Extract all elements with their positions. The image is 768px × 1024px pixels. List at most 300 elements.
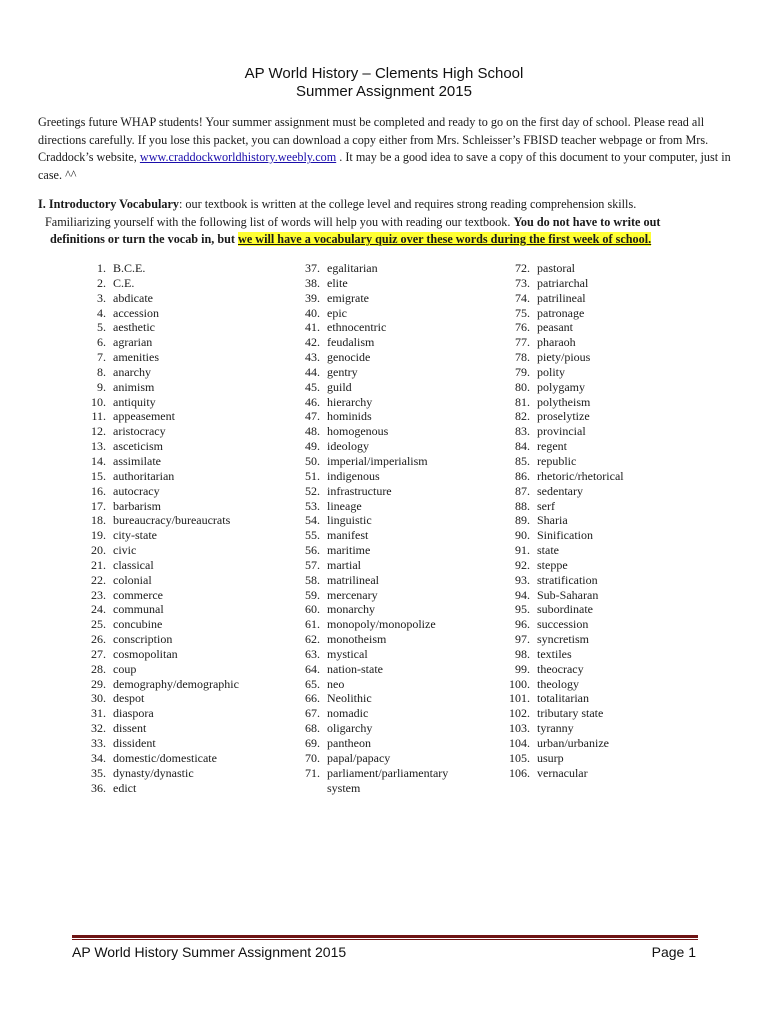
vocab-term: ethnocentric (327, 320, 387, 335)
vocab-item (86, 721, 239, 736)
vocab-term: succession (537, 617, 589, 632)
vocab-item (300, 721, 467, 736)
vocab-number: 73. (515, 275, 530, 290)
vocab-term: pantheon (327, 736, 371, 750)
vocab-item (86, 306, 239, 321)
section-numeral: I. (38, 197, 46, 211)
vocab-term: diaspora (113, 706, 154, 721)
vocab-number: 46. (305, 394, 320, 409)
vocab-term: imperial/imperialism (327, 453, 428, 468)
vocab-item (300, 766, 467, 796)
vocab-item (300, 320, 467, 335)
vocab-term: coup (113, 661, 137, 676)
vocab-term: polity (537, 364, 566, 379)
vocab-item (300, 543, 467, 558)
vocab-number: 67. (305, 706, 320, 721)
vocab-number: 71. (305, 765, 320, 780)
vocab-number: 48. (305, 424, 320, 439)
vocab-term: Sharia (537, 513, 568, 528)
vocab-term: syncretism (537, 632, 589, 647)
vocab-term: autocracy (113, 483, 160, 498)
vocab-number: 104. (509, 736, 530, 750)
vocab-item (506, 484, 624, 499)
vocab-item (300, 513, 467, 528)
vocab-item (506, 602, 624, 617)
vocab-item (300, 484, 467, 499)
vocab-number: 26. (91, 632, 106, 647)
vocab-term: elite (327, 275, 348, 290)
vocab-item (506, 395, 624, 410)
vocab-item (300, 276, 467, 291)
vocab-number: 38. (305, 275, 320, 290)
vocab-item (300, 365, 467, 380)
vocab-term: classical (113, 557, 154, 572)
vocab-number: 85. (515, 453, 530, 468)
vocab-item (506, 573, 624, 588)
vocab-number: 35. (91, 765, 106, 780)
vocab-term: nation-state (327, 661, 383, 676)
vocab-item (300, 380, 467, 395)
vocab-item (300, 454, 467, 469)
vocab-item (506, 632, 624, 647)
vocab-number: 102. (509, 706, 530, 721)
vocab-term: appeasement (113, 409, 175, 424)
vocab-item (300, 424, 467, 439)
vocab-item (506, 380, 624, 395)
vocab-term: tyranny (537, 721, 574, 736)
vocab-item (506, 588, 624, 603)
vocab-number: 29. (91, 676, 106, 691)
vocab-number: 37. (305, 261, 320, 275)
vocab-term: colonial (113, 572, 152, 587)
vocab-term: commerce (113, 587, 163, 602)
vocab-term: assimilate (113, 453, 161, 468)
vocab-item (300, 499, 467, 514)
vocab-item (86, 365, 239, 380)
section-line3-bold: definitions or turn the vocab in, but (50, 232, 239, 247)
vocab-number: 24. (91, 602, 106, 617)
vocab-term: neo (327, 676, 345, 691)
vocab-term: domestic/domesticate (113, 750, 217, 765)
vocab-term: Sinification (537, 528, 593, 543)
vocab-number: 19. (91, 528, 106, 543)
vocab-number: 17. (91, 498, 106, 513)
vocab-item (506, 469, 624, 484)
vocab-number: 84. (515, 439, 530, 454)
vocab-term: polygamy (537, 379, 585, 394)
vocab-number: 78. (515, 350, 530, 365)
vocab-item (506, 409, 624, 424)
vocab-item (86, 736, 239, 751)
vocab-item (506, 647, 624, 662)
vocab-number: 39. (305, 290, 320, 305)
footer-rule-thick (72, 935, 698, 938)
vocab-number: 96. (515, 617, 530, 632)
intro-text-end: . It may be a good idea to save a copy of this document to your computer, just in case. ^^ (38, 150, 731, 182)
vocab-number: 50. (305, 453, 320, 468)
vocab-term: nomadic (327, 706, 369, 721)
vocab-item (300, 335, 467, 350)
vocab-term: papal/papacy (327, 750, 391, 765)
vocab-term: concubine (113, 617, 163, 632)
document-title: AP World History – Clements High School (244, 65, 524, 82)
vocab-term: totalitarian (537, 691, 589, 706)
vocab-item (86, 662, 239, 677)
vocab-number: 32. (91, 721, 106, 736)
vocab-term: maritime (327, 543, 371, 558)
section-line2-plain: Familiarizing yourself with the following list of words will help you with reading our textbook. (45, 214, 514, 229)
vocab-number: 91. (515, 543, 530, 558)
vocab-number: 1. (97, 261, 106, 275)
vocab-term: anarchy (113, 364, 151, 379)
vocab-number: 75. (515, 305, 530, 320)
vocab-term: barbarism (113, 498, 161, 513)
vocab-item (300, 395, 467, 410)
vocab-item (300, 306, 467, 321)
document-subtitle: Summer Assignment 2015 (296, 83, 472, 100)
vocab-item (506, 721, 624, 736)
section-line-2 (38, 214, 738, 232)
vocab-number: 41. (305, 320, 320, 335)
vocab-item (86, 395, 239, 410)
vocab-term: Neolithic (327, 691, 372, 706)
vocab-term: authoritarian (113, 468, 175, 483)
vocab-item (86, 781, 239, 796)
vocab-item (506, 335, 624, 350)
vocab-term: infrastructure (327, 483, 392, 498)
vocab-item (86, 409, 239, 424)
vocab-number: 97. (515, 632, 530, 647)
vocab-item (300, 691, 467, 706)
vocab-number: 53. (305, 498, 320, 513)
vocab-term: proselytize (537, 409, 590, 424)
vocab-number: 55. (305, 528, 320, 543)
vocab-term: monopoly/monopolize (327, 617, 436, 632)
vocab-item (86, 513, 239, 528)
vocab-number: 82. (515, 409, 530, 424)
vocab-number: 56. (305, 543, 320, 558)
vocab-term: state (537, 543, 559, 558)
vocab-number: 65. (305, 676, 320, 691)
vocab-item (506, 291, 624, 306)
vocab-term: serf (537, 498, 555, 513)
footer-rule-thin (72, 939, 698, 940)
vocab-number: 93. (515, 572, 530, 587)
vocab-item (86, 543, 239, 558)
vocab-number: 72. (515, 261, 530, 275)
vocab-term: gentry (327, 364, 358, 379)
vocab-term: vernacular (537, 765, 588, 780)
vocab-item (86, 558, 239, 573)
vocab-item (506, 751, 624, 766)
vocab-item (506, 662, 624, 677)
section-line-1 (38, 196, 738, 214)
vocab-number: 10. (91, 394, 106, 409)
vocab-term: peasant (537, 320, 573, 335)
vocab-term: hominids (327, 409, 372, 424)
vocab-term: indigenous (327, 468, 380, 483)
vocab-term: asceticism (113, 439, 163, 454)
vocab-term: patronage (537, 305, 585, 320)
vocab-number: 95. (515, 602, 530, 617)
vocab-item (506, 736, 624, 751)
vocab-number: 27. (91, 646, 106, 661)
vocab-item (86, 691, 239, 706)
vocab-number: 45. (305, 379, 320, 394)
vocab-term: aristocracy (113, 424, 166, 439)
vocab-term: linguistic (327, 513, 372, 528)
vocab-item (506, 706, 624, 721)
vocab-term: C.E. (113, 275, 135, 290)
vocab-term: accession (113, 305, 159, 320)
vocab-number: 100. (509, 676, 530, 691)
vocab-number: 23. (91, 587, 106, 602)
vocab-term: despot (113, 691, 145, 706)
vocab-term: patriarchal (537, 275, 589, 290)
vocab-number: 12. (91, 424, 106, 439)
vocab-number: 64. (305, 661, 320, 676)
vocab-item (86, 499, 239, 514)
vocab-number: 6. (97, 335, 106, 350)
vocab-item (506, 261, 624, 276)
vocab-item (300, 261, 467, 276)
vocab-number: 8. (97, 364, 106, 379)
vocab-item (86, 454, 239, 469)
vocab-term: dissent (113, 721, 147, 736)
vocab-term: sedentary (537, 483, 583, 498)
vocab-item (86, 573, 239, 588)
vocab-number: 43. (305, 350, 320, 365)
page-number: Page 1 (651, 944, 696, 960)
vocab-item (506, 499, 624, 514)
vocab-term: antiquity (113, 394, 156, 409)
vocab-column-2 (300, 261, 467, 795)
vocab-item (506, 543, 624, 558)
vocab-item (300, 409, 467, 424)
vocab-term: civic (113, 543, 137, 558)
vocab-number: 63. (305, 646, 320, 661)
vocab-number: 60. (305, 602, 320, 617)
vocab-number: 52. (305, 483, 320, 498)
vocab-term: dissident (113, 736, 156, 750)
section-line1-rest: : our textbook is written at the college level and requires strong reading comprehension skills. (178, 197, 637, 211)
vocab-item (86, 380, 239, 395)
vocab-item (86, 276, 239, 291)
vocab-number: 69. (305, 736, 320, 750)
vocab-term: egalitarian (327, 261, 378, 275)
vocab-number: 30. (91, 691, 106, 706)
vocab-column-1 (86, 261, 239, 795)
vocab-number: 13. (91, 439, 106, 454)
vocab-item (300, 588, 467, 603)
vocab-item (300, 350, 467, 365)
intro-text-start: Greetings future WHAP students! Your summer assignment must be completed and ready to go on the first day of school. Please read all directions carefully. If you lose this packet, you can download a copy either from Mrs. Schleisser’s FBISD teacher webpage or from Mrs. Craddock’s website, (38, 115, 709, 165)
vocab-term: regent (537, 439, 567, 454)
vocab-number: 54. (305, 513, 320, 528)
vocab-term: guild (327, 379, 352, 394)
vocab-number: 36. (91, 780, 106, 795)
vocab-term: communal (113, 602, 164, 617)
vocab-item (506, 513, 624, 528)
vocab-number: 18. (91, 513, 106, 528)
vocab-term: agrarian (113, 335, 153, 350)
vocab-term: tributary state (537, 706, 604, 721)
vocab-term: subordinate (537, 602, 593, 617)
vocab-item (86, 335, 239, 350)
vocab-number: 87. (515, 483, 530, 498)
vocab-number: 61. (305, 617, 320, 632)
vocab-number: 51. (305, 468, 320, 483)
vocab-item (506, 350, 624, 365)
vocab-item (506, 424, 624, 439)
vocab-term: usurp (537, 750, 564, 765)
vocab-number: 92. (515, 557, 530, 572)
footer-title: AP World History Summer Assignment 2015 (72, 944, 347, 960)
vocab-item (86, 484, 239, 499)
vocab-term: urban/urbanize (537, 736, 609, 750)
vocab-term: aesthetic (113, 320, 155, 335)
vocab-term: feudalism (327, 335, 375, 350)
vocab-item (300, 647, 467, 662)
vocab-item (86, 439, 239, 454)
vocab-term: ideology (327, 439, 369, 454)
vocab-term: lineage (327, 498, 362, 513)
vocab-item (86, 528, 239, 543)
vocab-number: 44. (305, 364, 320, 379)
vocab-item (300, 706, 467, 721)
vocab-item (300, 291, 467, 306)
vocab-term: matrilineal (327, 572, 379, 587)
vocab-term: B.C.E. (113, 261, 146, 275)
vocab-number: 9. (97, 379, 106, 394)
vocab-number: 22. (91, 572, 106, 587)
vocab-term: cosmopolitan (113, 646, 178, 661)
vocab-number: 40. (305, 305, 320, 320)
vocab-item (506, 617, 624, 632)
vocab-number: 74. (515, 290, 530, 305)
vocab-item (300, 662, 467, 677)
vocab-item (86, 320, 239, 335)
vocab-number: 66. (305, 691, 320, 706)
vocab-term: textiles (537, 646, 572, 661)
vocab-item (86, 677, 239, 692)
vocab-item (86, 424, 239, 439)
vocab-item (300, 469, 467, 484)
vocab-number: 90. (515, 528, 530, 543)
vocab-number: 59. (305, 587, 320, 602)
vocab-term: conscription (113, 632, 173, 647)
vocab-number: 7. (97, 350, 106, 365)
vocab-item (300, 677, 467, 692)
vocab-number: 62. (305, 632, 320, 647)
vocab-item (506, 439, 624, 454)
vocab-term: oligarchy (327, 721, 373, 736)
vocab-item (300, 632, 467, 647)
vocab-item (506, 276, 624, 291)
vocab-number: 101. (509, 691, 530, 706)
vocab-term: patrilineal (537, 290, 586, 305)
vocab-item (300, 602, 467, 617)
vocab-column-3 (506, 261, 624, 781)
vocab-term: dynasty/dynastic (113, 765, 194, 780)
section-introductory-vocabulary (38, 196, 738, 249)
vocab-item (86, 291, 239, 306)
vocab-term: parliament/parliamentary system (327, 765, 449, 795)
vocab-number: 42. (305, 335, 320, 350)
vocab-item (300, 736, 467, 751)
vocab-term: monotheism (327, 632, 387, 647)
vocab-term: pastoral (537, 261, 575, 275)
vocab-number: 83. (515, 424, 530, 439)
vocab-item (506, 454, 624, 469)
vocab-term: edict (113, 780, 137, 795)
vocab-item (506, 306, 624, 321)
vocab-term: city-state (113, 528, 157, 543)
vocab-term: mercenary (327, 587, 378, 602)
vocab-term: demography/demographic (113, 676, 239, 691)
vocab-item (86, 751, 239, 766)
vocab-term: mystical (327, 646, 368, 661)
website-link[interactable]: www.craddockworldhistory.weebly.com (139, 150, 337, 165)
vocab-term: pharaoh (537, 335, 576, 350)
vocab-term: manifest (327, 528, 369, 543)
vocab-term: epic (327, 305, 347, 320)
vocab-number: 68. (305, 721, 320, 736)
vocab-term: theology (537, 676, 579, 691)
vocab-number: 77. (515, 335, 530, 350)
vocab-term: provincial (537, 424, 586, 439)
vocab-number: 47. (305, 409, 320, 424)
vocab-item (300, 573, 467, 588)
vocab-item (86, 350, 239, 365)
vocab-number: 11. (91, 409, 106, 424)
vocab-term: monarchy (327, 602, 375, 617)
vocab-term: animism (113, 379, 155, 394)
vocab-item (86, 588, 239, 603)
vocab-number: 25. (91, 617, 106, 632)
section-heading: Introductory Vocabulary (48, 197, 179, 211)
vocab-number: 81. (515, 394, 530, 409)
vocab-term: martial (327, 557, 361, 572)
vocab-number: 34. (91, 750, 106, 765)
vocab-term: abdicate (113, 290, 153, 305)
vocab-number: 49. (305, 439, 320, 454)
vocab-term: amenities (113, 350, 159, 365)
vocab-term: emigrate (327, 290, 369, 305)
vocab-item (86, 617, 239, 632)
vocab-number: 105. (509, 750, 530, 765)
vocab-term: Sub-Saharan (537, 587, 599, 602)
vocab-item (506, 677, 624, 692)
vocab-item (86, 469, 239, 484)
vocab-term: hierarchy (327, 394, 373, 409)
vocab-number: 21. (91, 557, 106, 572)
vocab-item (86, 632, 239, 647)
vocab-item (300, 528, 467, 543)
vocab-number: 106. (509, 765, 530, 780)
vocab-number: 16. (91, 483, 106, 498)
vocab-term: theocracy (537, 661, 584, 676)
quiz-highlight: we will have a vocabulary quiz over these words during the first week of school. (238, 232, 652, 247)
vocab-number: 88. (515, 498, 530, 513)
vocab-item (86, 706, 239, 721)
vocab-item (300, 439, 467, 454)
vocab-term: polytheism (537, 394, 591, 409)
vocab-number: 80. (515, 379, 530, 394)
vocab-number: 5. (97, 320, 106, 335)
vocab-term: piety/pious (537, 350, 591, 365)
vocab-number: 86. (515, 468, 530, 483)
